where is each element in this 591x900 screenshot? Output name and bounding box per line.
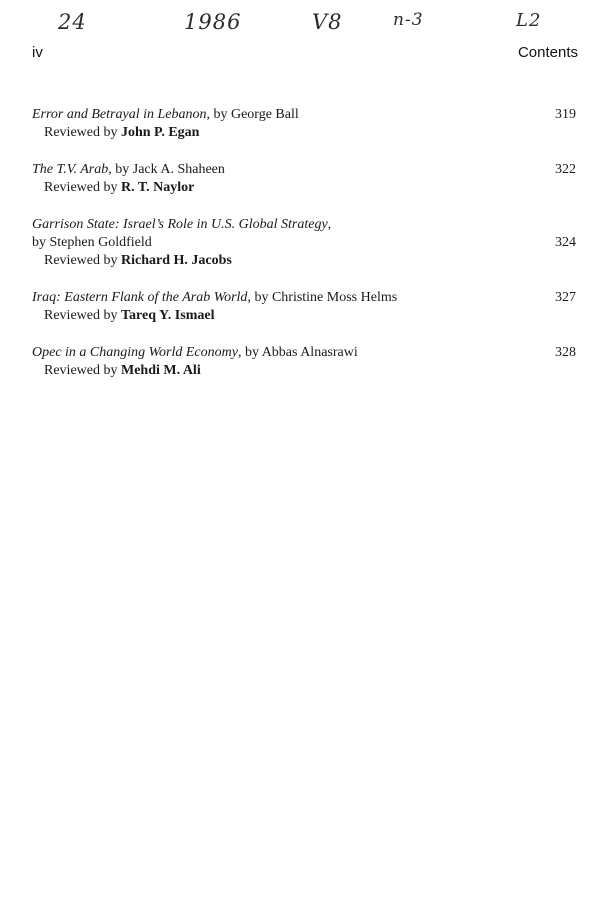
reviewed-label: Reviewed by <box>44 125 121 140</box>
reviewed-label: Reviewed by <box>44 308 121 323</box>
book-title: Iraq: Eastern Flank of the Arab World <box>32 290 248 305</box>
book-author: , by Christine Moss Helms <box>247 290 398 305</box>
entry-title-line <box>32 161 576 179</box>
handwritten-note: 24 <box>58 10 87 34</box>
book-title: Garrison State: Israel’s Role in U.S. Global Strategy <box>32 217 328 232</box>
entry-title-line <box>32 289 576 307</box>
contents-entry <box>32 289 576 325</box>
reviewed-label: Reviewed by <box>44 363 121 378</box>
handwritten-note: n-3 <box>393 10 424 30</box>
reviewed-line <box>32 124 576 142</box>
contents-entry <box>32 161 576 197</box>
entry-title-line <box>32 106 576 124</box>
book-author: by Stephen Goldfield <box>32 235 152 250</box>
book-title: The T.V. Arab <box>32 162 109 177</box>
title-punctuation: , <box>327 217 332 232</box>
reviewed-line <box>32 252 576 270</box>
reviewed-line <box>32 179 576 197</box>
page-number: 327 <box>555 290 576 305</box>
handwritten-note: V8 <box>312 10 343 34</box>
reviewed-label: Reviewed by <box>44 253 121 268</box>
book-author: , by Jack A. Shaheen <box>108 162 225 177</box>
entry-author-line <box>32 234 576 252</box>
reviewed-line <box>32 362 576 380</box>
page-number: 322 <box>555 162 576 177</box>
entry-title-line <box>32 216 576 234</box>
reviewer-name: Mehdi M. Ali <box>120 363 201 378</box>
reviewed-label: Reviewed by <box>44 180 121 195</box>
handwritten-note: 1986 <box>184 10 242 34</box>
reviewer-name: Tareq Y. Ismael <box>120 308 215 323</box>
book-author: , by George Ball <box>206 107 299 122</box>
contents-list <box>32 106 576 399</box>
book-title: Error and Betrayal in Lebanon <box>32 107 207 122</box>
book-author: , by Abbas Alnasrawi <box>237 345 358 360</box>
contents-entry <box>32 216 576 270</box>
page-number: 328 <box>555 345 576 360</box>
entry-title-line <box>32 344 576 362</box>
page-folio: iv <box>32 44 43 61</box>
reviewer-name: Richard H. Jacobs <box>120 253 232 268</box>
contents-entry <box>32 344 576 380</box>
book-title: Opec in a Changing World Economy <box>32 345 238 360</box>
reviewer-name: John P. Egan <box>120 125 200 140</box>
page-number: 324 <box>555 235 576 250</box>
contents-entry <box>32 106 576 142</box>
reviewed-line <box>32 307 576 325</box>
section-title: Contents <box>517 44 578 61</box>
page-number: 319 <box>555 107 576 122</box>
running-head <box>0 44 591 66</box>
reviewer-name: R. T. Naylor <box>120 180 195 195</box>
handwritten-note: L2 <box>516 10 542 31</box>
